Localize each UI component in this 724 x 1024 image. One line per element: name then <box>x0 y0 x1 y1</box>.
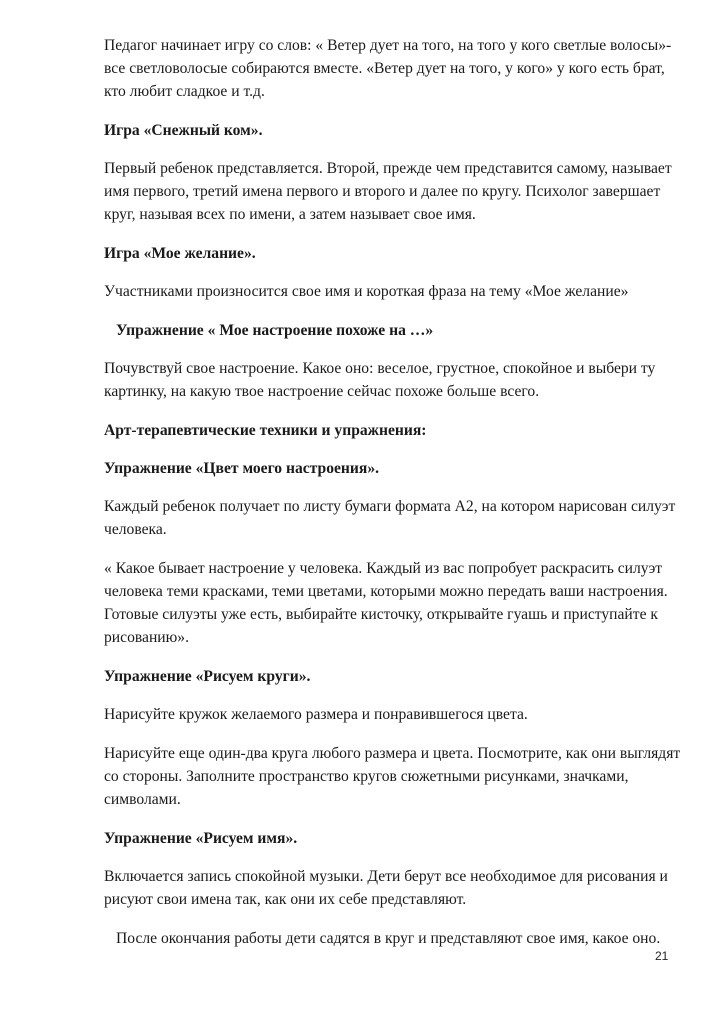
mood-exercise-paragraph: Почувствуй свое настроение. Какое оно: веселое, грустное, спокойное и выбери ту картинку, на какую твое настроение сейчас похоже больше всего. <box>104 360 656 400</box>
page-number: 21 <box>655 949 669 963</box>
heading-art-therapy: Арт-терапевтические техники и упражнения: <box>104 422 427 439</box>
heading-mood-exercise: Упражнение « Мое настроение похоже на …» <box>116 322 434 339</box>
mood-color-paragraph-2: « Какое бывает настроение у человека. Каждый из вас попробует раскрасить силуэт человека теми красками, теми цветами, которыми можно передать ваши настроения. Готовые силуэты уже есть, выбирайте кисточку, открывайте гуашь и приступайте к рисованию». <box>104 560 668 646</box>
heading-name-drawing-exercise: Упражнение «Рисуем имя». <box>104 830 298 847</box>
heading-circles-exercise: Упражнение «Рисуем круги». <box>104 668 311 685</box>
name-drawing-paragraph-1: Включается запись спокойной музыки. Дети берут все необходимое для рисования и рисуют свои имена так, как они их себе представляют. <box>104 868 668 908</box>
page-content <box>104 34 684 966</box>
snowball-game-paragraph: Первый ребенок представляется. Второй, прежде чем представится самому, называет имя первого, третий имена первого и второго и далее по кругу. Психолог завершает круг, называя всех по имени, а затем называет свое имя. <box>104 160 672 223</box>
heading-mood-color-exercise: Упражнение «Цвет моего настроения». <box>104 460 380 477</box>
circles-paragraph-1: Нарисуйте кружок желаемого размера и понравившегося цвета. <box>104 706 528 723</box>
heading-snowball-game: Игра «Снежный ком». <box>104 122 263 139</box>
mood-color-paragraph-1: Каждый ребенок получает по листу бумаги формата А2, на котором нарисован силуэт человека. <box>104 498 676 538</box>
circles-paragraph-2: Нарисуйте еще один-два круга любого размера и цвета. Посмотрите, как они выглядят со стороны. Заполните пространство кругов сюжетными рисунками, значками, символами. <box>104 745 681 808</box>
name-drawing-paragraph-2: После окончания работы дети садятся в круг и представляют свое имя, какое оно. <box>116 930 661 947</box>
heading-my-wish-game: Игра «Мое желание». <box>104 245 256 262</box>
my-wish-paragraph: Участниками произносится свое имя и короткая фраза на тему «Мое желание» <box>104 283 629 300</box>
intro-paragraph: Педагог начинает игру со слов: « Ветер дует на того, на того у кого светлые волосы»- все светловолосые собираются вместе. «Ветер дует на того, у кого» у кого есть брат, кто любит сладкое и т.д. <box>104 37 672 100</box>
